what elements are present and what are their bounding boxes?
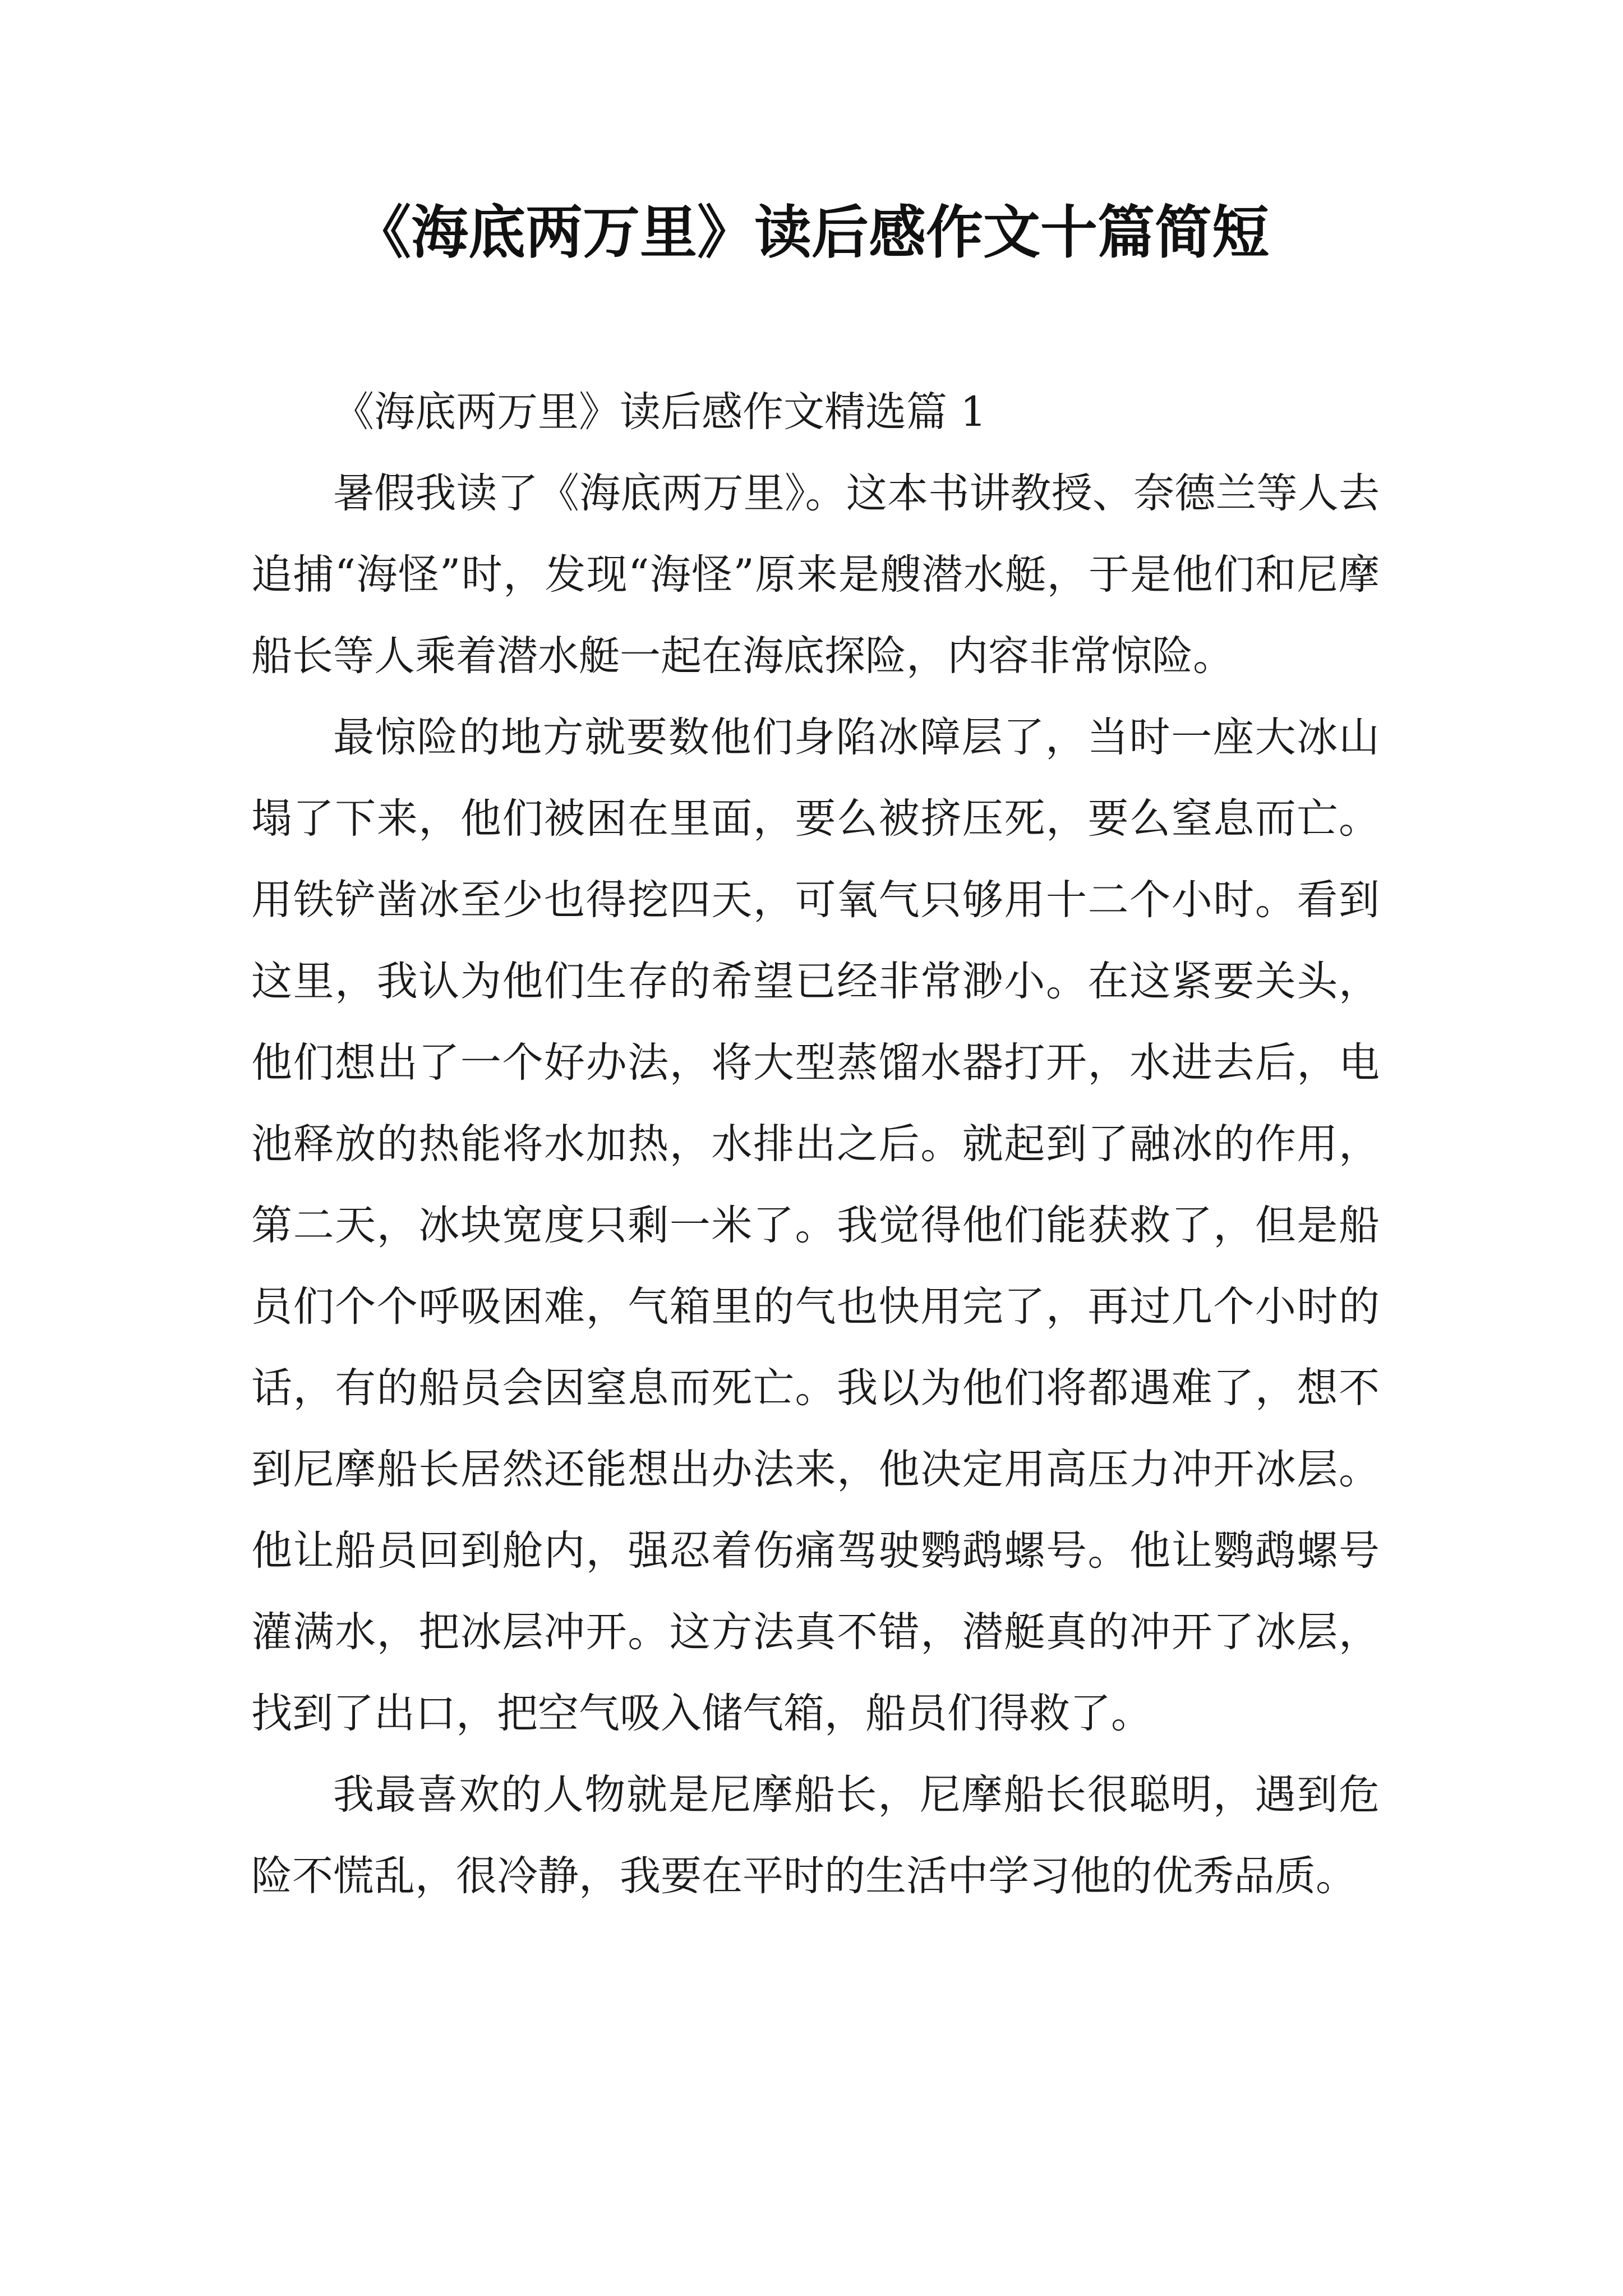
body-paragraph: 最惊险的地方就要数他们身陷冰障层了，当时一座大冰山塌了下来，他们被困在里面，要么被挤压死，要么窒息而亡。用铁铲凿冰至少也得挖四天，可氧气只够用十二个小时。看到这里，我认为他们生存的希望已经非常渺小。在这紧要关头，他们想出了一个好办法，将大型蒸馏水器打开，水进去后，电池释放的热能将水加热，水排出之后。就起到了融冰的作用，第二天，冰块宽度只剩一米了。我觉得他们能获救了，但是船员们个个呼吸困难，气箱里的气也快用完了，再过几个小时的话，有的船员会因窒息而死亡。我以为他们将都遇难了，想不到尼摩船长居然还能想出办法来，他决定用高压力冲开冰层。他让船员回到舱内，强忍着伤痛驾驶鹦鹉螺号。他让鹦鹉螺号灌满水，把冰层冲开。这方法真不错，潜艇真的冲开了冰层，找到了出口，把空气吸入储气箱，船员们得救了。 — [251, 714, 1380, 1737]
document-body — [251, 371, 1380, 1917]
body-paragraph: 暑假我读了《海底两万里》。这本书讲教授、奈德兰等人去追捕“海怪”时，发现“海怪”原来是艘潜水艇，于是他们和尼摩船长等人乘着潜水艇一起在海底探险，内容非常惊险。 — [251, 470, 1380, 680]
document-title: 《海底两万里》读后感作文十篇简短 — [354, 199, 1269, 266]
body-paragraph: 我最喜欢的人物就是尼摩船长，尼摩船长很聪明，遇到危险不慌乱，很冷静，我要在平时的生活中学习他的优秀品质。 — [251, 1771, 1380, 1900]
section-heading: 《海底两万里》读后感作文精选篇 1 — [333, 388, 986, 436]
